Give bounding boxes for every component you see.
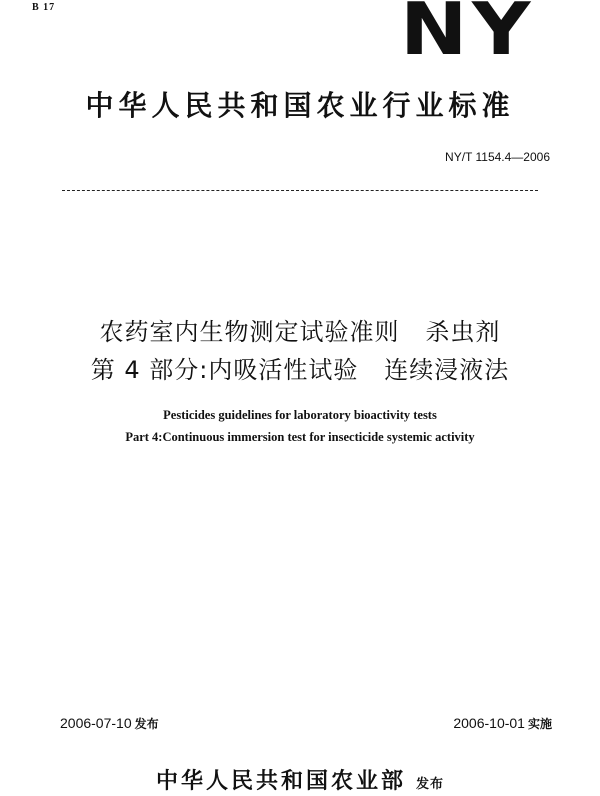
publish-date: 2006-07-10 — [60, 715, 132, 731]
standard-number: NY/T 1154.4—2006 — [445, 150, 550, 164]
publish-label: 发布 — [134, 717, 159, 731]
publish-date-block — [60, 715, 159, 732]
implement-date-block — [453, 715, 552, 732]
implement-label: 实施 — [527, 717, 552, 731]
issuer-block — [0, 764, 600, 795]
english-title-line-1: Pesticides guidelines for laboratory bioactivity tests — [163, 408, 437, 422]
english-title-line-2: Part 4:Continuous immersion test for insecticide systemic activity — [125, 430, 475, 444]
issuer-name: 中华人民共和国农业部 — [155, 769, 406, 794]
chinese-title-line-1: 农药室内生物测定试验准则 杀虫剂 — [99, 318, 501, 346]
header-divider — [62, 190, 538, 191]
ics-code: B 17 — [32, 2, 56, 13]
issuer-publish-label: 发布 — [416, 777, 445, 792]
chinese-title-line-2: 第 4 部分:内吸活性试验 连续浸液法 — [90, 356, 510, 384]
implement-date: 2006-10-01 — [453, 715, 525, 731]
ny-logo: NY — [400, 0, 535, 71]
standard-type-title: 中华人民共和国农业行业标准 — [85, 89, 515, 122]
